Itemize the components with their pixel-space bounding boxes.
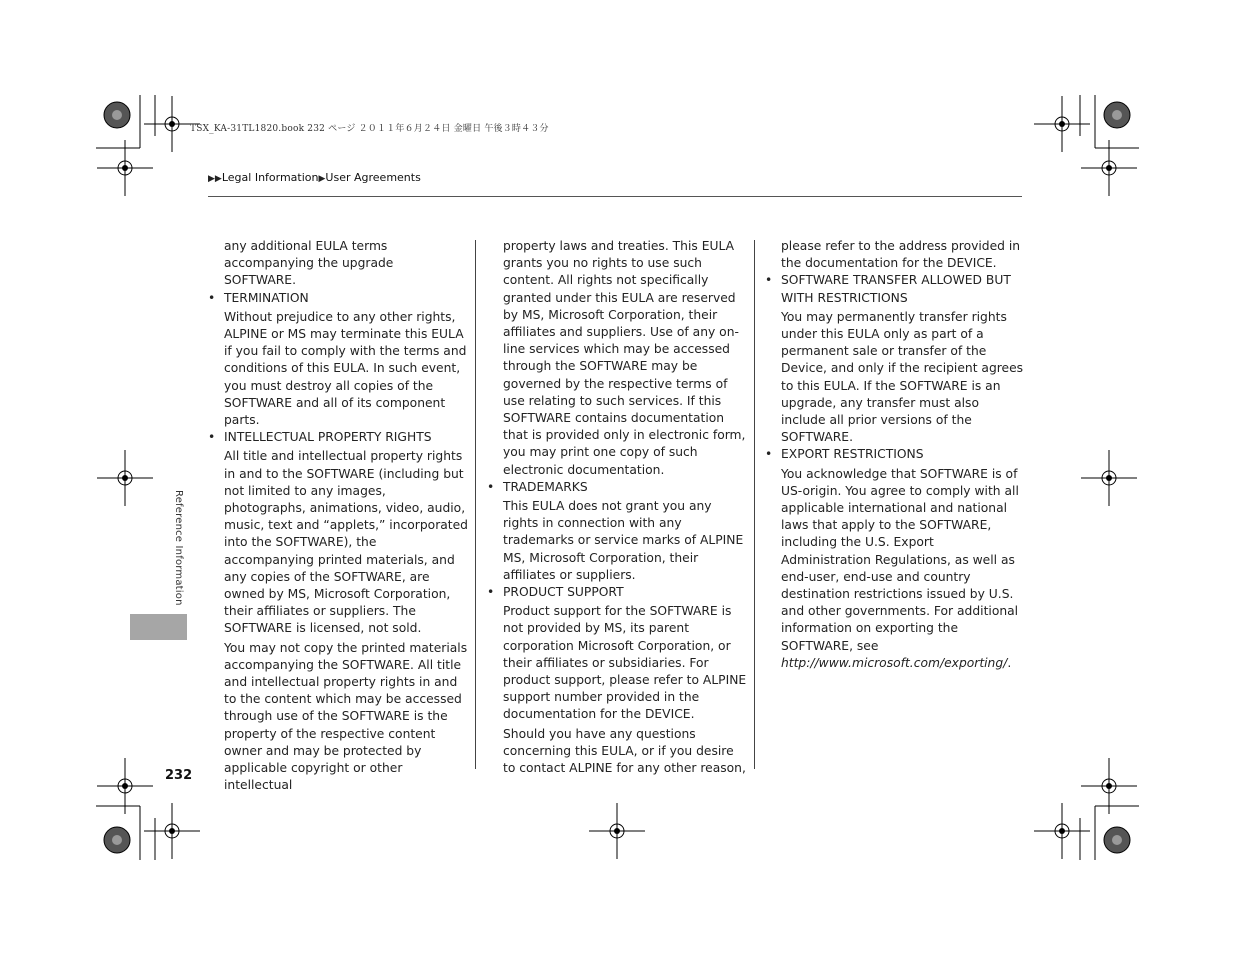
section-heading-software-transfer: • SOFTWARE TRANSFER ALLOWED BUT WITH RESTRICTIONS [781, 272, 1025, 306]
paragraph: This EULA does not grant you any rights in connection with any trademarks or service marks of ALPINE MS, Microsoft Corporation, their affiliates or suppliers. [503, 499, 744, 582]
section-heading-termination: • TERMINATION [224, 290, 468, 307]
paragraph [781, 466, 1025, 672]
paragraph: please refer to the address provided in the documentation for the DEVICE. [781, 239, 1021, 271]
export-link[interactable]: http://www.microsoft.com/exporting/ [781, 655, 1008, 670]
paragraph: All title and intellectual property rights in and to the SOFTWARE (including but not limited to any images, photographs, animations, video, audio, music, text and “applets,” incorporated into the SOFTWARE), the accompanying printed materials, and any copies of the SOFTWARE, are owned by MS, Microsoft Corporation, their affiliates or suppliers. The SOFTWARE is licensed, not sold. [224, 449, 468, 636]
breadcrumb-arrow-icon: ▶▶ [208, 174, 222, 184]
header-rule [208, 196, 1022, 197]
paragraph: You may not copy the printed materials accompanying the SOFTWARE. All title and intellectual property rights in and to the content which may be accessed through use of the SOFTWARE is the property of the respective content owner and may be protected by applicable copyright or other intellectual [224, 640, 468, 793]
breadcrumb-section: Legal Information [221, 171, 319, 184]
section-heading-ip-rights: • INTELLECTUAL PROPERTY RIGHTS [224, 429, 468, 446]
side-section-label: Reference Information [173, 490, 184, 606]
paragraph: property laws and treaties. This EULA grants you no rights to use such content. All rights not specifically granted under this EULA are reserved by MS, Microsoft Corporation, their affiliates and suppliers. Use of any on-line services which may be accessed through the SOFTWARE may be governed by the respective terms of use relating to such services. If this SOFTWARE contains documentation that is provided only in electronic form, you may print one copy of such electronic documentation. [503, 239, 746, 477]
text-column-1 [224, 238, 468, 795]
column-divider [754, 240, 755, 769]
section-heading-trademarks: • TRADEMARKS [503, 479, 747, 496]
paragraph: Should you have any questions concerning this EULA, or if you desire to contact ALPINE for any other reason, [503, 726, 746, 776]
paragraph: Product support for the SOFTWARE is not provided by MS, its parent corporation Microsoft Corporation, or their affiliates or subsidiaries. For product support, please refer to ALPINE support number provided in the documentation for the DEVICE. [503, 604, 747, 722]
export-text-end: . [1007, 655, 1012, 670]
section-heading-product-support: • PRODUCT SUPPORT [503, 584, 747, 601]
print-slug-header: TSX_KA-31TL1820.book 232 ページ ２０１１年６月２４日 金曜日 午後３時４３分 [190, 124, 549, 134]
text-column-2 [503, 238, 747, 777]
page-number: 232 [165, 768, 193, 783]
paragraph: any additional EULA terms accompanying the upgrade SOFTWARE. [224, 239, 394, 288]
paragraph: You may permanently transfer rights under this EULA only as part of a permanent sale or transfer of the Device, and only if the recipient agrees to this EULA. If the SOFTWARE is an upgrade, any transfer must also include all prior versions of the SOFTWARE. [781, 309, 1024, 445]
breadcrumb [208, 171, 421, 184]
paragraph: Without prejudice to any other rights, ALPINE or MS may terminate this EULA if you fail to comply with the terms and conditions of this EULA. In such event, you must destroy all copies of the SOFTWARE and all of its component parts. [224, 309, 467, 428]
column-divider [475, 240, 476, 769]
text-column-3 [781, 238, 1025, 672]
export-text: You acknowledge that SOFTWARE is of US-origin. You agree to comply with all applicable international and national laws that apply to the SOFTWARE, including the U.S. Export Administration Regulations, as well as end-user, end-use and country destination restrictions issued by U.S. and other governments. For additional information on exporting the SOFTWARE, see [781, 466, 1019, 653]
section-heading-export-restrictions: • EXPORT RESTRICTIONS [781, 446, 1025, 463]
side-section-tab [130, 614, 187, 640]
breadcrumb-arrow-icon: ▶ [318, 174, 326, 184]
breadcrumb-page: User Agreements [325, 171, 421, 184]
